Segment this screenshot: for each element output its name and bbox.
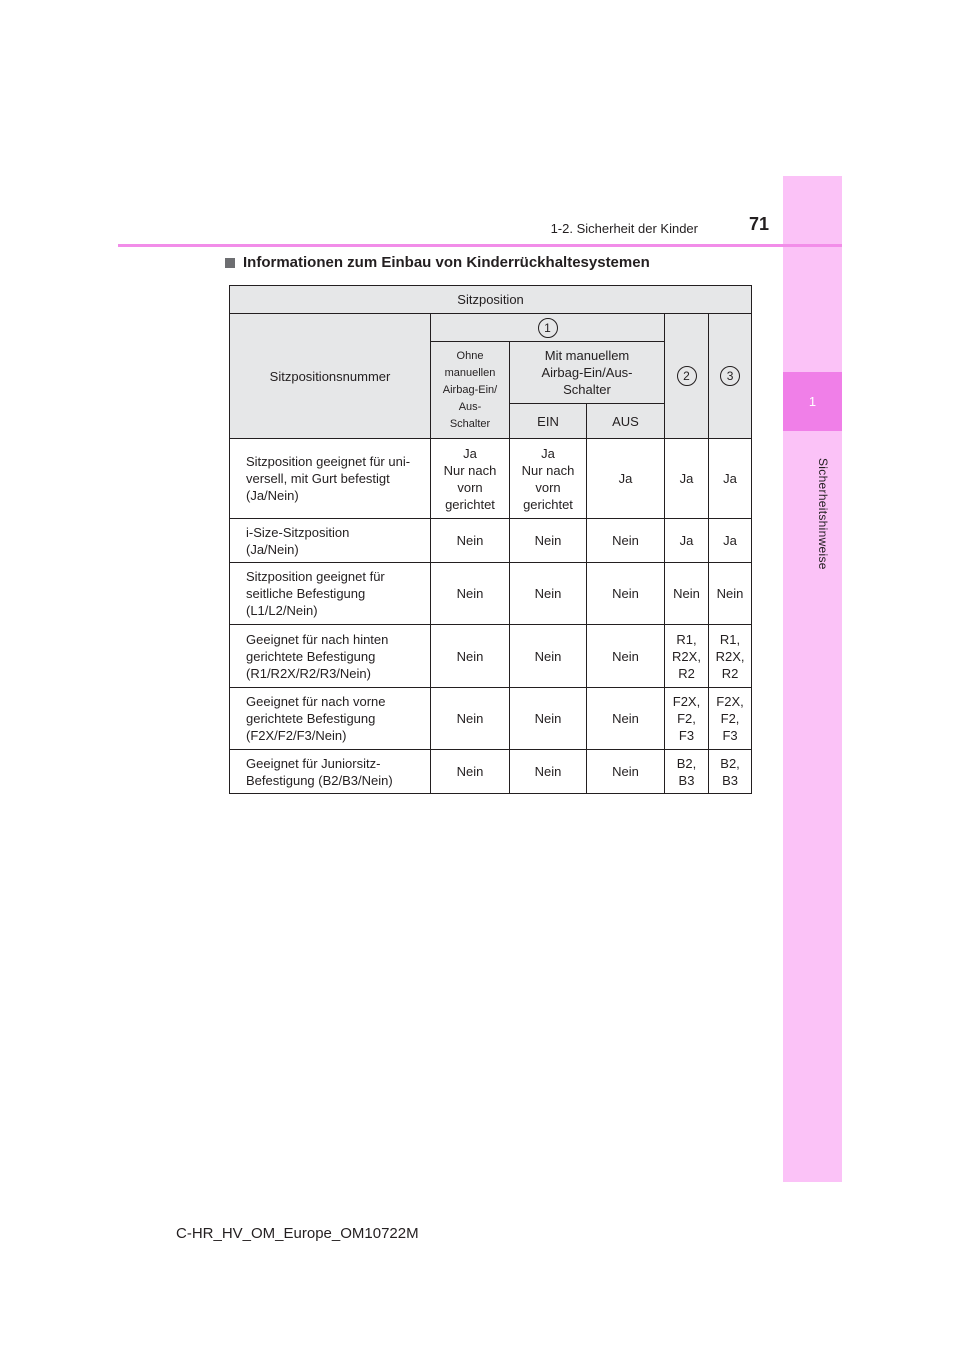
cell: Nein [587,563,665,625]
cell: Ja [709,439,752,519]
row-label [230,625,431,688]
section-heading [225,254,650,271]
with-switch-header [510,342,665,404]
table-row [230,688,752,750]
row-label [230,563,431,625]
row-label-line: (Ja/Nein) [246,488,299,503]
cell-line: R1, [676,631,697,647]
cell-line: F2, [677,711,696,726]
cell [431,439,510,519]
row-label [230,439,431,519]
position-1-header [431,314,665,342]
cell [510,439,587,519]
position-2-header [665,314,709,439]
chapter-label: Sicherheitshinweise [816,458,830,570]
cell: Nein [510,688,587,750]
switch-on-header: EIN [510,404,587,439]
row-label-line: Sitzposition geeignet für [246,569,385,584]
without-switch-line: Airbag-Ein/ [442,383,498,396]
header-rule [118,244,842,247]
cell-line: F3 [722,728,738,743]
cell-line: Nur nach [521,462,575,478]
section-heading-text: Informationen zum Einbau von Kinderrückhaltesystemen [243,254,650,271]
cell-line: F2, [720,711,740,726]
without-switch-line: Aus- [458,400,482,413]
cell: Ja [709,519,752,563]
position-2-badge: 2 [677,366,697,386]
row-label-line: (F2X/F2/F3/Nein) [246,728,347,743]
row-label [230,519,431,563]
cell-line: B2, [720,755,740,771]
cell: Nein [587,519,665,563]
cell: Nein [665,563,709,625]
with-switch-line: Airbag-Ein/Aus- [541,365,633,380]
without-switch-line: Ohne [456,349,484,362]
cell-line: B3 [678,772,695,788]
row-label-line: gerichtete Befestigung [246,648,376,664]
cell-line: R2 [721,665,739,681]
cell-line: R2 [678,665,695,681]
cell-line: vorn [457,479,483,495]
chapter-number-tab: 1 [783,372,842,431]
cell-line: vorn [535,479,561,495]
cell: Nein [587,750,665,794]
with-switch-line: Schalter [563,382,611,397]
document-footer: C-HR_HV_OM_Europe_OM10722M [176,1225,419,1242]
cell [665,750,709,794]
page-number: 71 [749,214,770,234]
number-label: Sitzpositionsnummer [269,368,391,384]
cell: Nein [431,625,510,688]
cell-line: gerichtet [445,496,495,512]
row-label-line: seitliche Befestigung [246,586,366,601]
row-label-line: Befestigung (B2/B3/Nein) [246,772,393,788]
table-row [230,519,752,563]
row-label [230,688,431,750]
table-row [230,563,752,625]
cell-line: Ja [541,445,555,461]
table-title: Sitzposition [230,286,752,314]
side-tab [783,176,842,1182]
cell-line: F2X, [672,694,701,709]
cell [709,688,752,750]
cell: Nein [431,563,510,625]
row-label-line: gerichtete Befestigung [246,711,376,726]
switch-off-header: AUS [587,404,665,439]
cell-line: B2, [676,755,697,771]
table-row [230,625,752,688]
row-label-line: versell, mit Gurt befestigt [246,471,390,486]
row-label-line: (Ja/Nein) [246,541,299,557]
cell-line: Nur nach [443,462,497,478]
row-label [230,750,431,794]
row-label-line: Geeignet für Juniorsitz- [246,755,381,771]
without-switch-line: Schalter [449,417,491,430]
cell: Nein [587,688,665,750]
table-row [230,750,752,794]
square-bullet-icon [225,258,235,268]
with-switch-line: Mit manuellem [544,348,630,363]
cell: Nein [431,750,510,794]
cell: Nein [510,563,587,625]
cell-line: gerichtet [523,496,573,512]
cell: Nein [510,625,587,688]
cell [709,750,752,794]
row-label-line: (L1/L2/Nein) [246,603,318,618]
row-label-line: Sitzposition geeignet für uni- [246,454,411,469]
cell [665,688,709,750]
cell: Nein [510,519,587,563]
row-label-line: Geeignet für nach vorne [246,694,386,709]
cell: Ja [665,439,709,519]
child-seat-table [229,285,752,794]
cell-line: R1, [719,631,741,647]
cell: Ja [587,439,665,519]
table-row [230,439,752,519]
cell: Ja [665,519,709,563]
without-switch-line: manuellen [444,366,496,379]
cell [709,625,752,688]
cell: Nein [587,625,665,688]
position-1-badge: 1 [538,318,558,338]
position-3-badge: 3 [720,366,740,386]
cell-line: R2X, [715,648,745,664]
cell-line: F3 [678,728,695,743]
number-label-cell [230,314,431,439]
without-switch-header [431,342,510,439]
position-3-header [709,314,752,439]
cell: Nein [510,750,587,794]
section-title: 1-2. Sicherheit der Kinder [550,221,698,236]
cell: Nein [431,688,510,750]
row-label-line: i-Size-Sitzposition [246,524,350,540]
cell-line: R2X, [672,648,701,664]
cell-line: B3 [722,772,738,788]
cell: Nein [431,519,510,563]
cell-line: Ja [463,445,477,461]
cell [665,625,709,688]
row-label-line: (R1/R2X/R2/R3/Nein) [246,665,371,681]
row-label-line: Geeignet für nach hinten [246,631,389,647]
cell: Nein [709,563,752,625]
cell-line: F2X, [716,694,744,709]
